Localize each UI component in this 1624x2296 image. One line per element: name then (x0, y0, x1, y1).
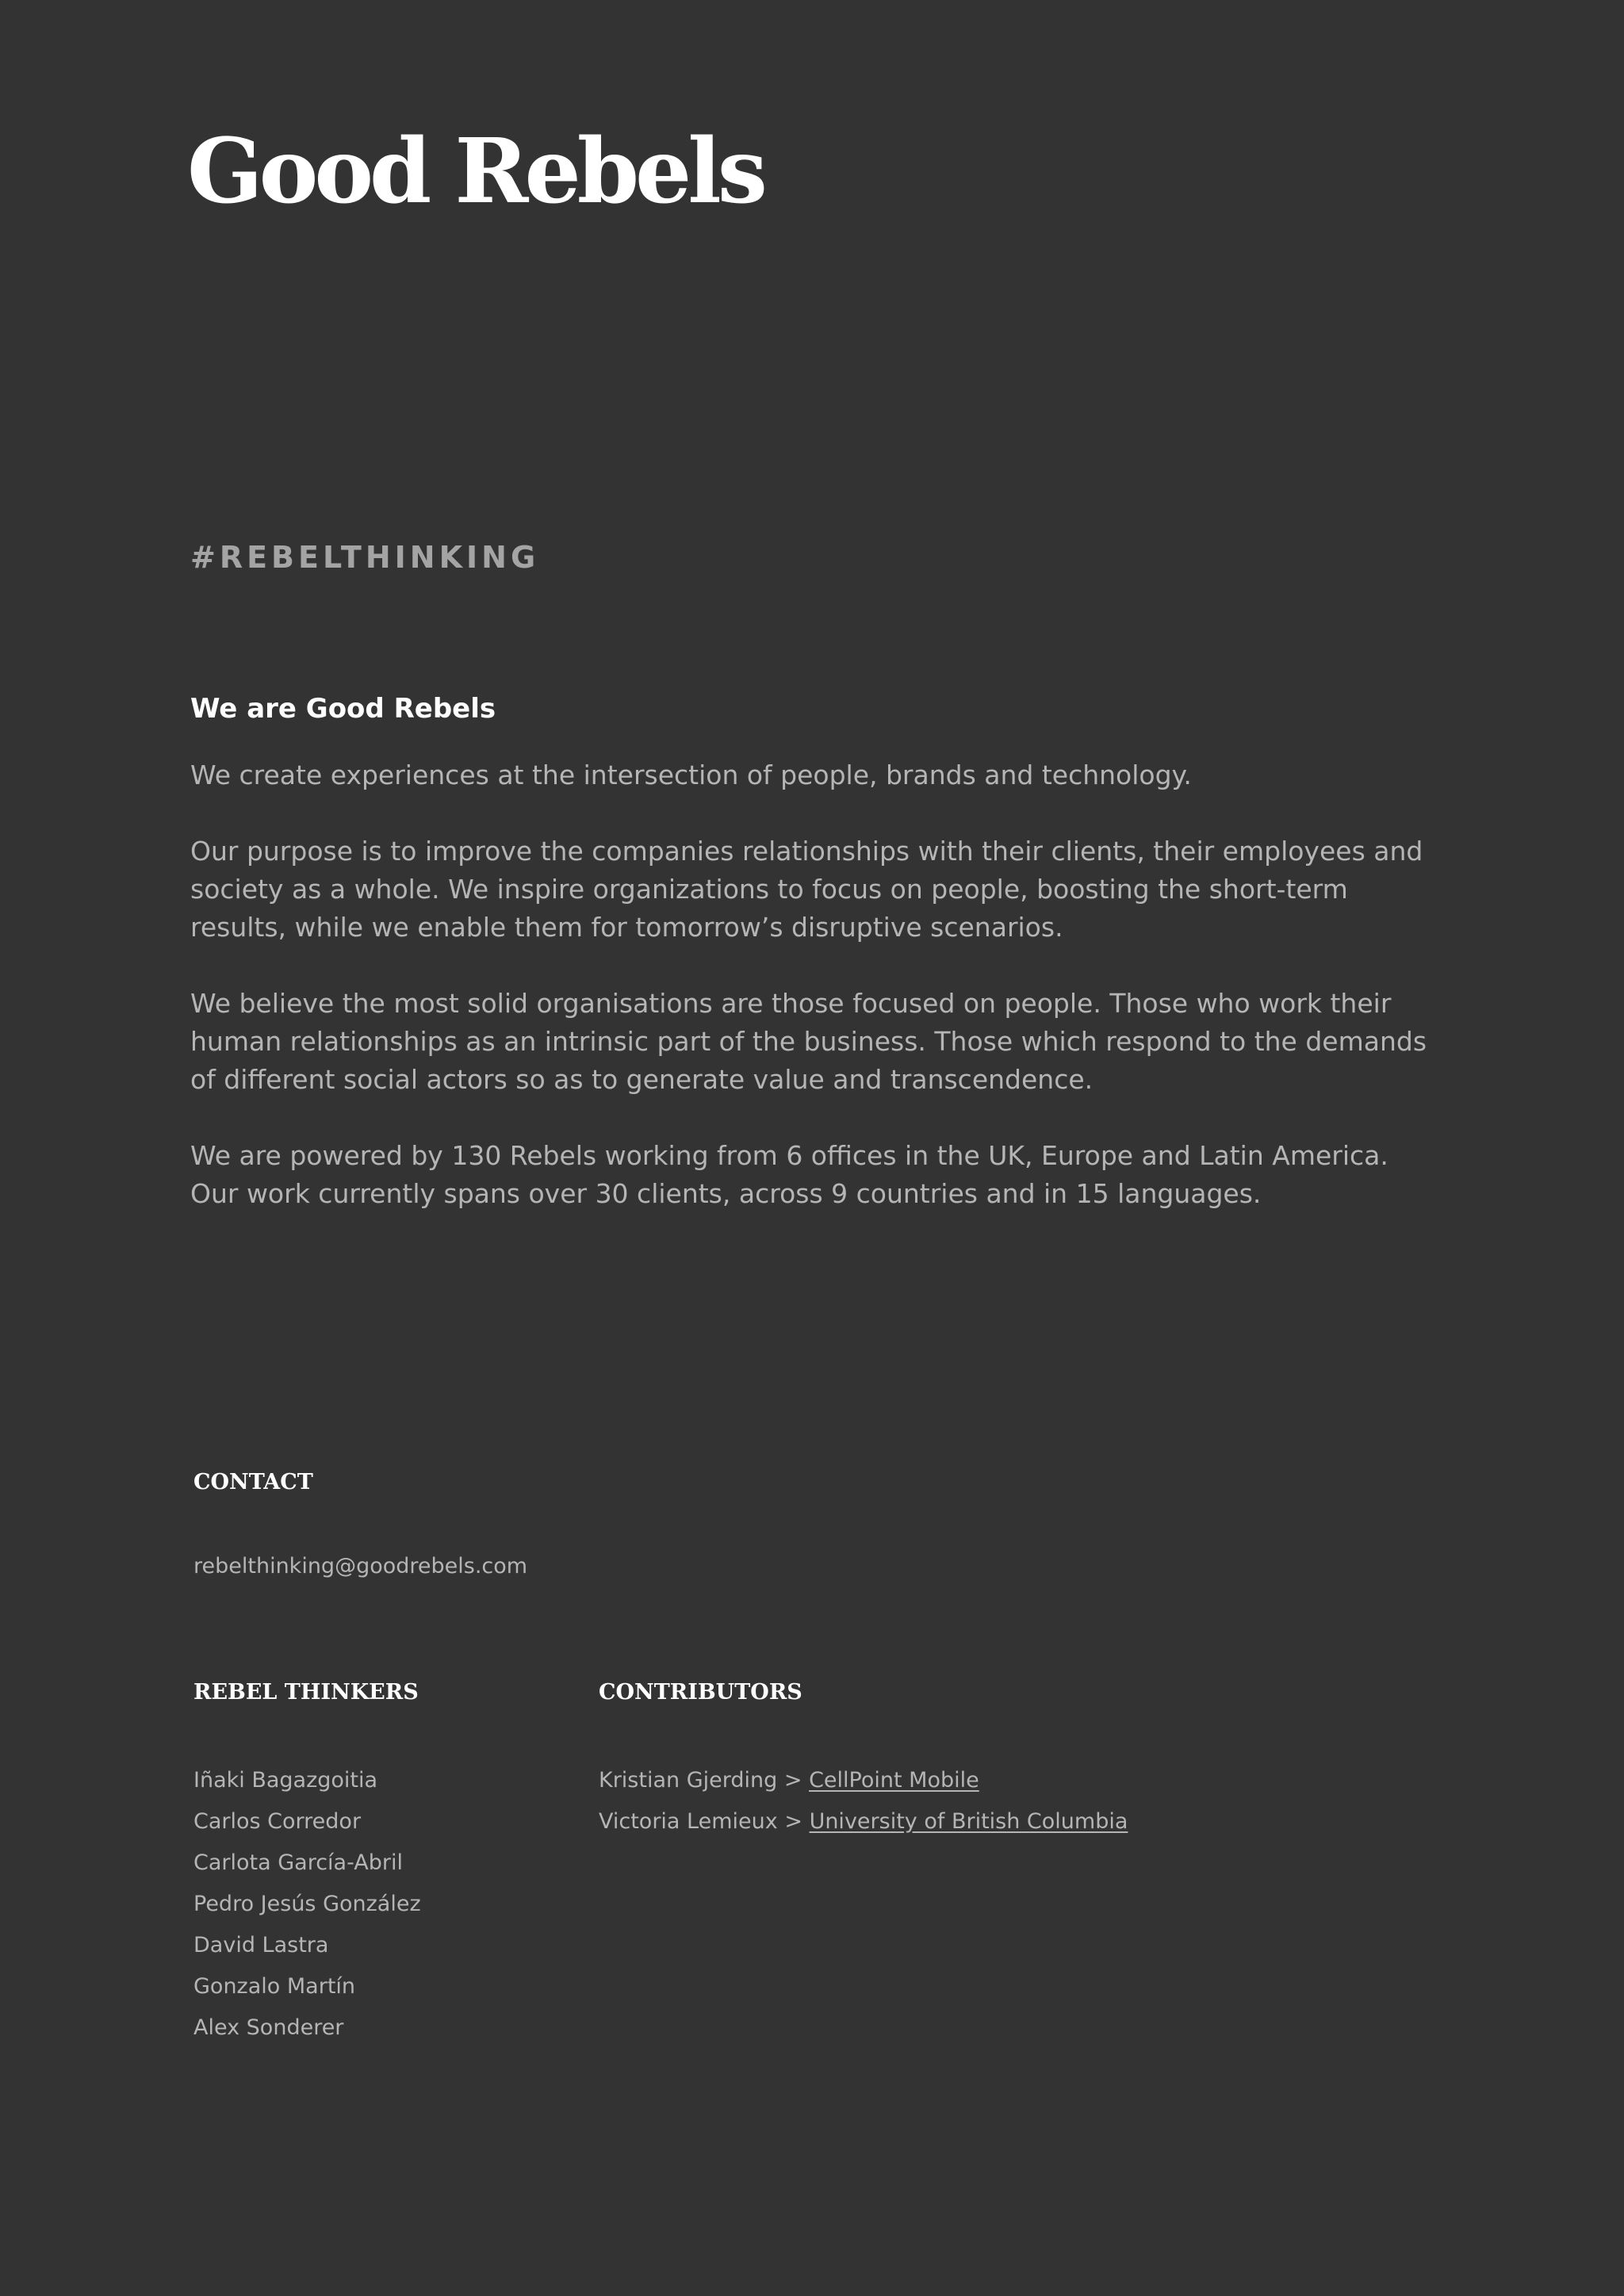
contributor-org-link[interactable]: CellPoint Mobile (809, 1768, 979, 1793)
contributor-name: Kristian Gjerding (599, 1768, 778, 1793)
contributor-item (599, 1760, 1128, 1801)
contributors-title: CONTRIBUTORS (599, 1680, 802, 1705)
contact-email: rebelthinking@goodrebels.com (193, 1554, 528, 1578)
contributor-separator: > (783, 1768, 802, 1793)
thinker-name: Iñaki Bagazgoitia (193, 1768, 378, 1793)
rebel-thinkers-title: REBEL THINKERS (193, 1680, 419, 1705)
intro-section (190, 690, 1443, 1251)
contact-title: CONTACT (193, 1470, 313, 1494)
contributor-separator: > (784, 1809, 802, 1834)
contributor-name: Victoria Lemieux (599, 1809, 778, 1834)
intro-paragraph: We create experiences at the intersection of people, brands and technology. (190, 760, 1192, 790)
thinker-name: Gonzalo Martín (193, 1974, 356, 1999)
hashtag-label: #REBELTHINKING (190, 540, 540, 575)
thinker-name: Alex Sonderer (193, 2015, 344, 2040)
contributor-item (599, 1801, 1128, 1843)
intro-paragraph: We are powered by 130 Rebels working from 6 offices in the UK, Europe and Latin America. Our work currently spans over 30 clients, across 9 countries and in 15 languages. (190, 1140, 1388, 1209)
contributors-list (599, 1760, 1128, 1843)
thinker-name: David Lastra (193, 1933, 329, 1957)
contributor-org-link[interactable]: University of British Columbia (809, 1809, 1128, 1834)
intro-paragraph: Our purpose is to improve the companies relationships with their clients, their employees and society as a whole. We inspire organizations to focus on people, boosting the short-term results, while we enable them for tomorrow’s disruptive scenarios. (190, 836, 1423, 943)
thinker-name: Carlos Corredor (193, 1809, 362, 1834)
thinker-name: Pedro Jesús González (193, 1892, 421, 1916)
good-rebels-logo: Good Rebels (187, 120, 764, 224)
thinker-name: Carlota García-Abril (193, 1850, 403, 1875)
intro-paragraph: We believe the most solid organisations are those focused on people. Those who work their human relationships as an intrinsic part of the business. Those which respond to the demands of different social actors so as to generate value and transcendence. (190, 988, 1427, 1095)
intro-title: We are Good Rebels (190, 693, 496, 725)
rebel-thinkers-list (193, 1760, 421, 2049)
